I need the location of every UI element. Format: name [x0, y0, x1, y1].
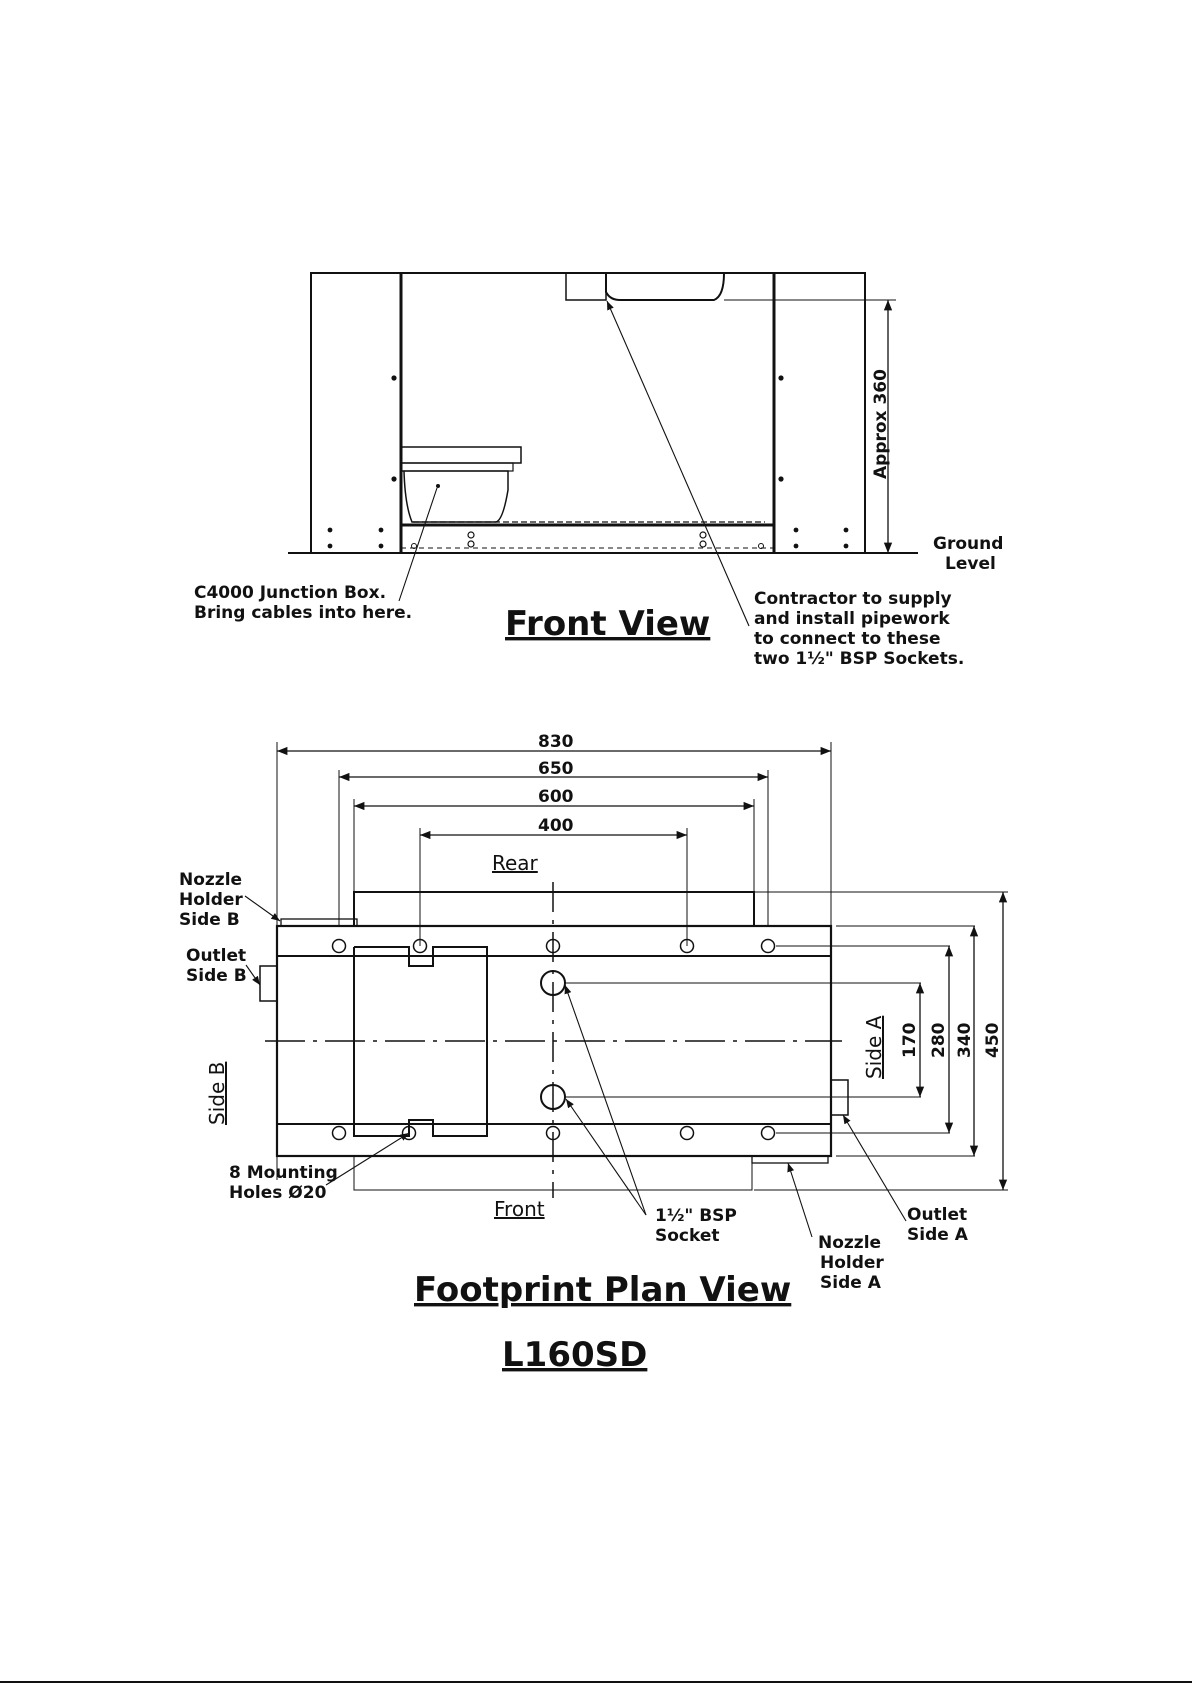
dim-650-label: 650	[538, 759, 574, 779]
nozzle-a-label-line3: Side A	[820, 1273, 881, 1293]
mounting-holes-label-line2: Holes Ø20	[229, 1183, 327, 1203]
plan-view-drawing	[245, 742, 1008, 1237]
contractor-label-line2: and install pipework	[754, 609, 950, 629]
dim-280-label: 280	[929, 1022, 949, 1058]
side-a-label: Side A	[862, 1015, 886, 1079]
ground-label-line2: Level	[945, 554, 996, 574]
front-view-title: Front View	[505, 604, 711, 644]
nozzle-b-label-line1: Nozzle	[179, 870, 243, 890]
nozzle-b-label-line3: Side B	[179, 910, 240, 930]
nozzle-a-label-line2: Holder	[820, 1253, 884, 1273]
junction-box-label-line2: Bring cables into here.	[194, 603, 413, 623]
bsp-socket-label-line2: Socket	[655, 1226, 720, 1246]
outlet-side-b	[260, 966, 277, 1001]
dim-400-label: 400	[538, 816, 574, 836]
outlet-b-label-line1: Outlet	[186, 946, 247, 966]
side-b-label: Side B	[205, 1061, 229, 1125]
nozzle-a-label-line1: Nozzle	[818, 1233, 882, 1253]
ground-label-line1: Ground	[933, 534, 1004, 554]
dim-170-label: 170	[900, 1022, 920, 1058]
dim-830-label: 830	[538, 732, 574, 752]
front-view-drawing	[288, 273, 918, 626]
outlet-a-label-line1: Outlet	[907, 1205, 968, 1225]
front-label: Front	[494, 1197, 545, 1221]
contractor-label-line1: Contractor to supply	[754, 589, 952, 609]
approx-360-label: Approx 360	[871, 369, 891, 479]
dim-450-label: 450	[983, 1022, 1003, 1058]
contractor-label-line3: to connect to these	[754, 629, 941, 649]
junction-box	[401, 471, 508, 522]
bsp-socket-label-line1: 1½" BSP	[655, 1206, 737, 1226]
front-view-frame	[311, 273, 865, 553]
contractor-label-line4: two 1½" BSP Sockets.	[754, 649, 965, 669]
dim-340-label: 340	[955, 1022, 975, 1058]
rear-label: Rear	[492, 851, 538, 875]
nozzle-b-label-line2: Holder	[179, 890, 243, 910]
junction-box-lid	[401, 447, 521, 463]
dim-600-label: 600	[538, 787, 574, 807]
outlet-a-label-line2: Side A	[907, 1225, 968, 1245]
outlet-b-label-line2: Side B	[186, 966, 247, 986]
bsp-socket-pipe	[606, 273, 724, 300]
junction-box-label-line1: C4000 Junction Box.	[194, 583, 387, 603]
plan-view-title: Footprint Plan View	[414, 1270, 792, 1310]
model-name: L160SD	[502, 1335, 648, 1375]
mounting-holes-label-line1: 8 Mounting	[229, 1163, 338, 1183]
